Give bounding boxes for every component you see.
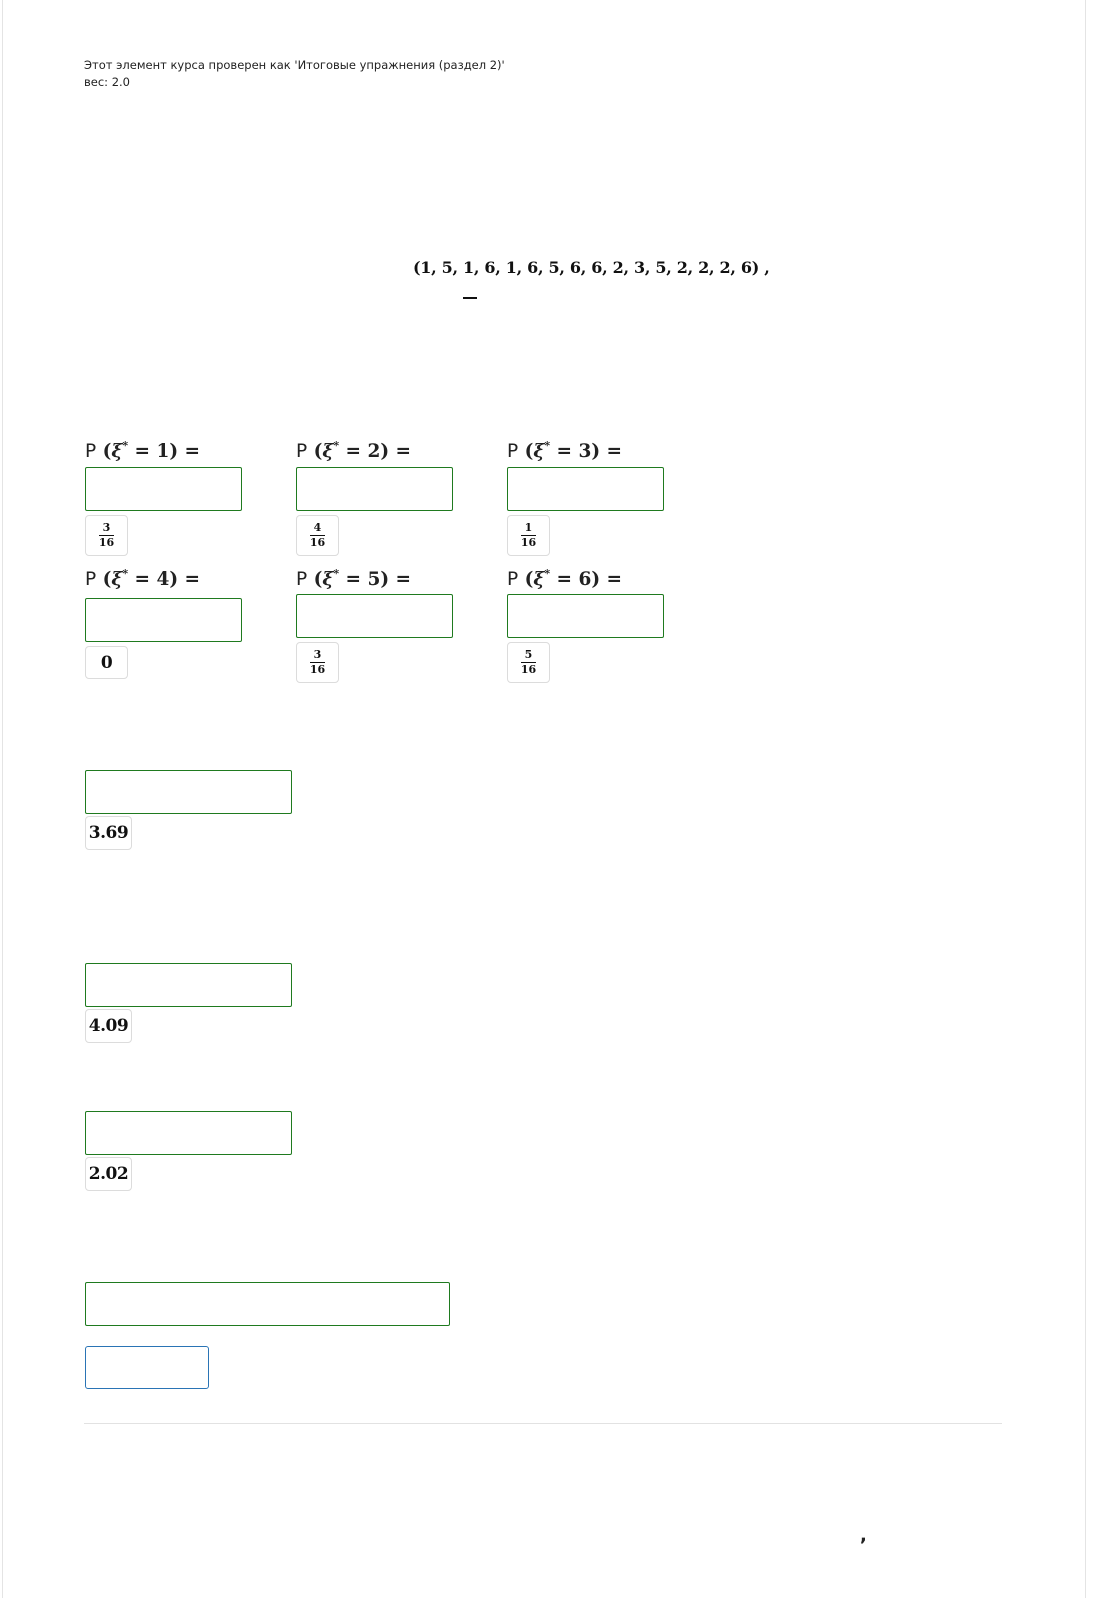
grading-info — [84, 57, 505, 91]
prob-answer-4: 0 — [85, 646, 128, 679]
footer-comma: , — [860, 1525, 867, 1546]
dash-mark — [463, 297, 477, 299]
mean-answer: 3.69 — [85, 816, 132, 850]
prob-input-1[interactable] — [85, 467, 242, 511]
checked-as-text: Этот элемент курса проверен как 'Итоговые упражнения (раздел 2)' — [84, 58, 505, 72]
prob-label-4: P (ξ* = 4) = — [85, 567, 201, 590]
section-divider — [84, 1423, 1002, 1424]
prob-label-3: P (ξ* = 3) = — [507, 439, 623, 462]
prob-answer-3: $\frac{1}{16}$ — [507, 515, 550, 556]
std-input[interactable] — [85, 1111, 292, 1155]
std-answer: 2.02 — [85, 1157, 132, 1191]
prob-input-5[interactable] — [296, 594, 453, 638]
prob-answer-2: $\frac{4}{16}$ — [296, 515, 339, 556]
submit-button[interactable] — [85, 1346, 209, 1389]
variance-answer: 4.09 — [85, 1009, 132, 1043]
mean-input[interactable] — [85, 770, 292, 814]
prob-answer-6: $\frac{5}{16}$ — [507, 642, 550, 683]
wide-answer-input[interactable] — [85, 1282, 450, 1326]
prob-input-2[interactable] — [296, 467, 453, 511]
prob-answer-5: $\frac{3}{16}$ — [296, 642, 339, 683]
prob-label-2: P (ξ* = 2) = — [296, 439, 412, 462]
prob-label-6: P (ξ* = 6) = — [507, 567, 623, 590]
prob-label-1: P (ξ* = 1) = — [85, 439, 201, 462]
prob-answer-1: $\frac{3}{16}$ — [85, 515, 128, 556]
sample-sequence: (1, 5, 1, 6, 1, 6, 5, 6, 6, 2, 3, 5, 2, 2, 2, 6) , — [413, 258, 770, 277]
prob-input-4[interactable] — [85, 598, 242, 642]
prob-input-3[interactable] — [507, 467, 664, 511]
prob-label-5: P (ξ* = 5) = — [296, 567, 412, 590]
variance-input[interactable] — [85, 963, 292, 1007]
prob-input-6[interactable] — [507, 594, 664, 638]
weight-text: вес: 2.0 — [84, 75, 130, 89]
